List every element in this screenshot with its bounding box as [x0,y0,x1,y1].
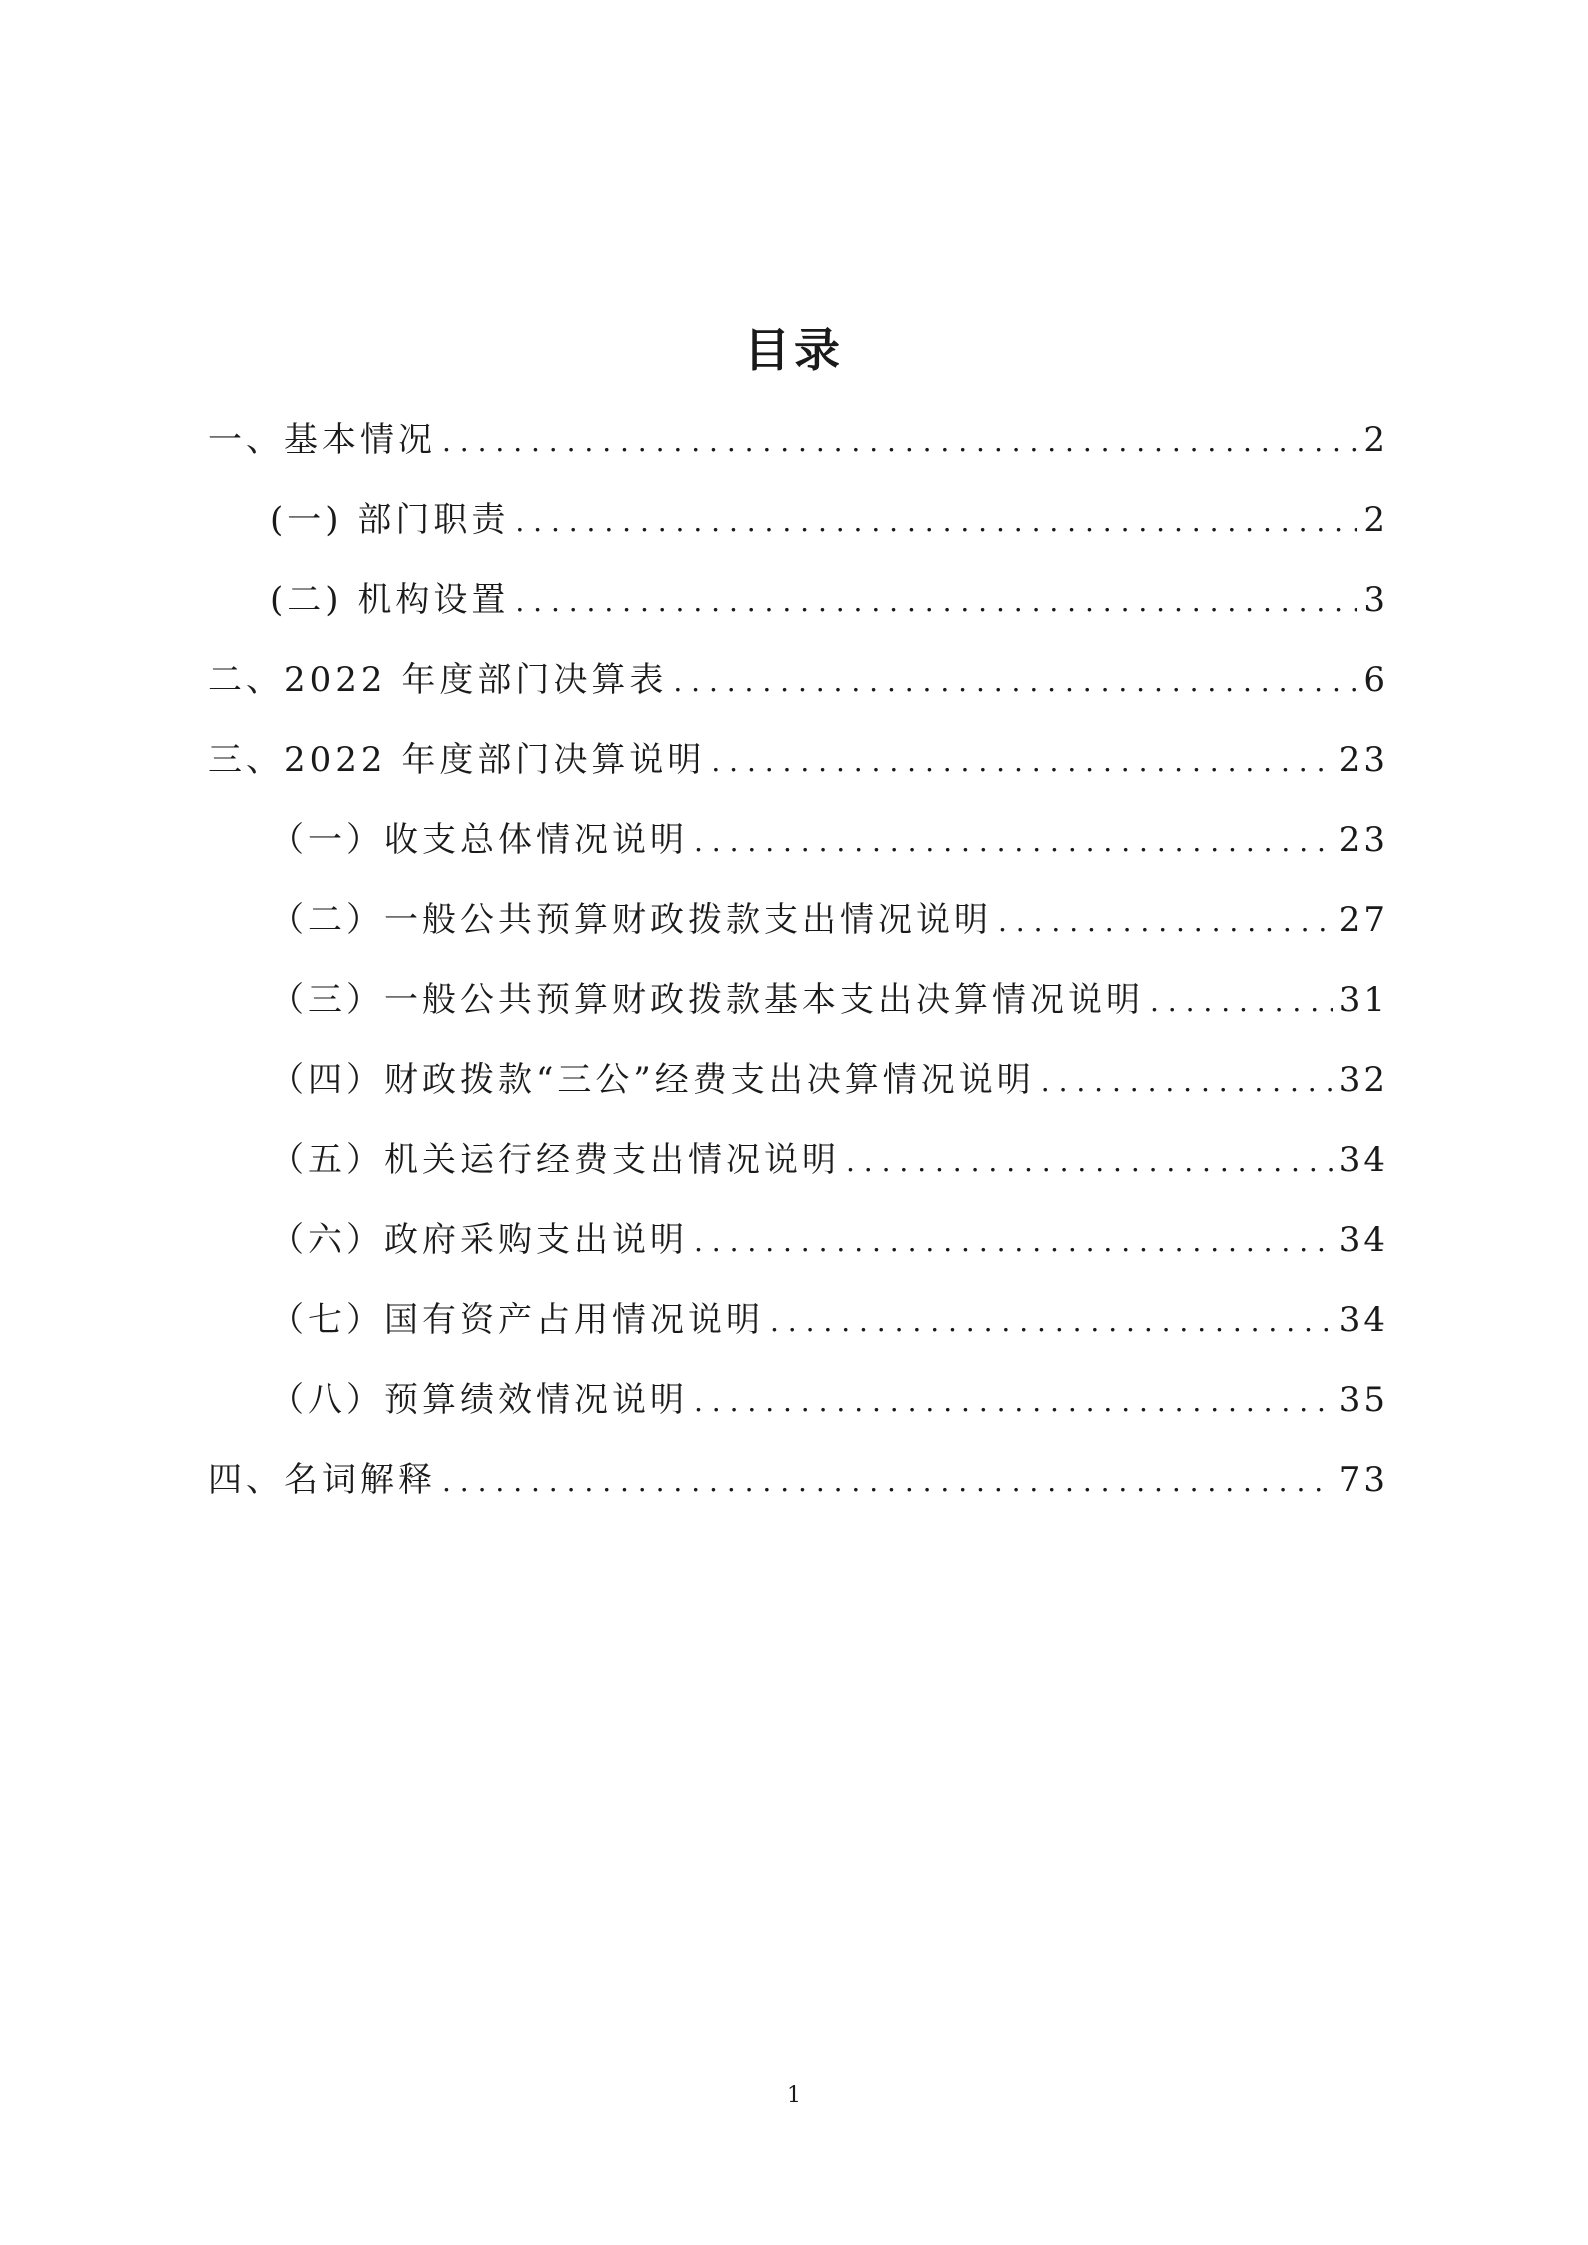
toc-entry-page: 23 [1338,820,1388,860]
toc-entry-duties[interactable] [208,480,1388,560]
toc-entry-performance[interactable] [208,1360,1388,1440]
toc-entry-basic-info[interactable] [208,400,1388,480]
toc-entry-label: （三）一般公共预算财政拨款基本支出决算情况说明 [270,980,1144,1020]
toc-entry-three-public-expenses[interactable] [208,1040,1388,1120]
dot-leader [711,722,1332,802]
toc-entry-procurement[interactable] [208,1200,1388,1280]
dot-leader [1041,1042,1333,1122]
toc-entry-label: （一）收支总体情况说明 [270,820,688,860]
toc-entry-final-accounts-notes[interactable] [208,720,1388,800]
toc-title: 目录 [744,323,844,377]
toc-entry-label: （四）财政拨款“三公”经费支出决算情况说明 [270,1060,1035,1100]
toc-entry-page: 34 [1338,1140,1388,1180]
dot-leader [515,562,1357,642]
toc-entry-page: 32 [1338,1060,1388,1100]
dot-leader [694,1202,1333,1282]
toc-entry-page: 2 [1363,500,1388,540]
toc-entry-page: 34 [1338,1300,1388,1340]
toc-entry-page: 6 [1363,660,1388,700]
toc-entry-page: 2 [1363,420,1388,460]
toc-entry-general-budget-basic-expenditure[interactable] [208,960,1388,1040]
toc-entry-page: 23 [1338,740,1388,780]
toc-entry-income-expenditure[interactable] [208,800,1388,880]
toc-entry-page: 27 [1338,900,1388,940]
toc-entry-label: (二) 机构设置 [270,580,510,620]
toc-entry-label: (一) 部门职责 [270,500,510,540]
footer-page-number: 1 [787,2083,801,2108]
toc-entry-page: 3 [1363,580,1388,620]
toc-entry-label: 二、2022 年度部门决算表 [208,660,668,700]
toc-entry-glossary[interactable] [208,1440,1388,1520]
dot-leader [846,1122,1333,1202]
toc-entry-label: （七）国有资产占用情况说明 [270,1300,764,1340]
dot-leader [694,802,1333,882]
toc-entry-state-assets[interactable] [208,1280,1388,1360]
toc-entry-page: 73 [1338,1460,1388,1500]
dot-leader [442,1442,1333,1522]
toc-entry-label: （六）政府采购支出说明 [270,1220,688,1260]
toc-entry-label: （八）预算绩效情况说明 [270,1380,688,1420]
dot-leader [694,1362,1333,1442]
dot-leader [770,1282,1333,1362]
toc-entry-final-accounts-tables[interactable] [208,640,1388,720]
toc-entry-general-budget-expenditure[interactable] [208,880,1388,960]
toc-entry-label: 一、基本情况 [208,420,436,460]
toc-entry-page: 31 [1338,980,1388,1020]
dot-leader [442,402,1357,482]
dot-leader [673,642,1357,722]
toc-entry-page: 35 [1338,1380,1388,1420]
toc-entry-label: （二）一般公共预算财政拨款支出情况说明 [270,900,992,940]
toc-entry-label: 四、名词解释 [208,1460,436,1500]
toc-entry-label: （五）机关运行经费支出情况说明 [270,1140,840,1180]
dot-leader [1150,962,1333,1042]
toc-entry-label: 三、2022 年度部门决算说明 [208,740,706,780]
toc-entry-organization[interactable] [208,560,1388,640]
table-of-contents [208,400,1388,1520]
toc-entry-page: 34 [1338,1220,1388,1260]
toc-entry-operating-expenses[interactable] [208,1120,1388,1200]
dot-leader [998,882,1333,962]
dot-leader [515,482,1357,562]
